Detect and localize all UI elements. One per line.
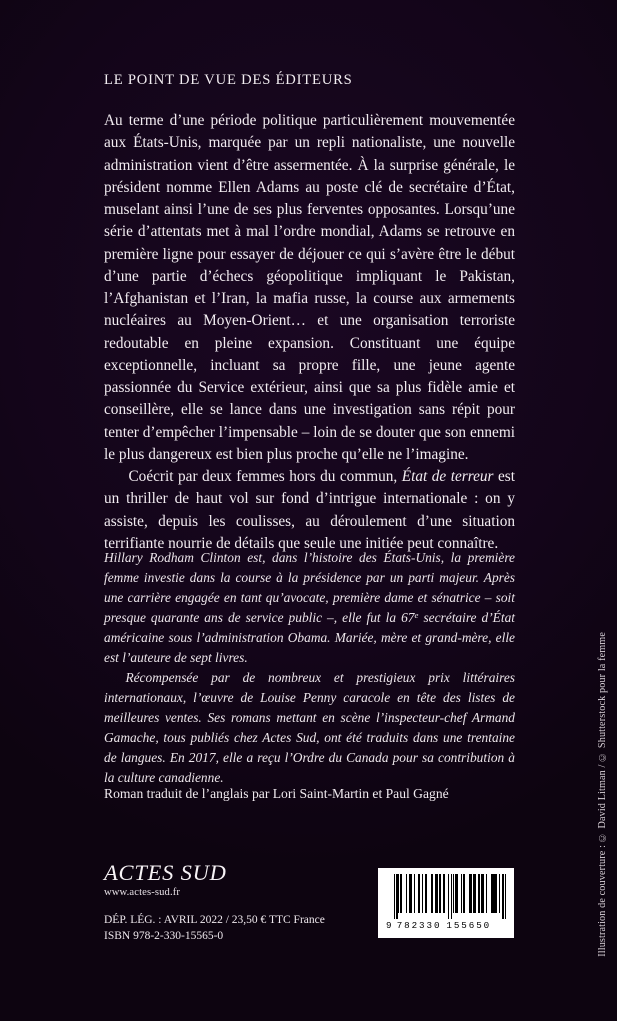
barcode-bars [394,874,506,919]
barcode-digits [386,920,506,931]
cover-illustration-credit: Illustration de couverture : © David Litman / © Shutterstock pour la femme [597,632,608,957]
biography-louise-penny: Récompensée par de nombreux et prestigieux prix littéraires internationaux, l’œuvre de Louise Penny caracole en tête des listes de meilleures ventes. Ses romans mettant en scène l’inspecteur-chef Armand Gamache, tous publiés chez Actes Sud, ont été traduits dans une trentaine de langues. En 2017, elle a reçu l’Ordre du Canada pour sa contribution à la culture canadienne. [104,669,515,785]
legal-info-block [104,912,325,945]
ordinal-suffix: e [414,609,419,620]
author-biographies [104,548,515,788]
clinton-bio-part-1: Hillary Rodham Clinton est, dans l’histoire des États-Unis, la première femme investie dans la course à la présidence par un parti majeur. Après une carrière engagée en tant qu’avocate, première dame et sénatrice – soit presque quarante ans de service public –, elle fut la 67 [104,550,515,625]
publisher-logo: ACTES SUD [104,860,227,885]
barcode [378,868,514,938]
barcode-group-2: 155650 [446,920,492,931]
legal-deposit-line: DÉP. LÉG. : AVRIL 2022 / 23,50 € TTC France [104,914,325,926]
isbn-line: ISBN 978-2-330-15565-0 [104,930,224,943]
translator-credit: Roman traduit de l’anglais par Lori Saint-Martin et Paul Gagné [104,786,449,801]
blurb-paragraph-1: Au terme d’une période politique particulièrement mouvementée aux États-Unis, marquée par un repli nationaliste, une nouvelle administration vient d’être assermentée. À la surprise générale, le président nomme Ellen Adams au poste clé de secrétaire d’État, muselant ainsi l’une de ses plus ferventes opposantes. Lorsqu’une série d’attentats met à mal l’ordre mondial, Adams se retrouve en première ligne pour essayer de déjouer ce qui s’avère être le début d’une partie d’échecs géopolitique impliquant le Pakistan, l’Afghanistan et l’Iran, la mafia russe, la course aux armements nucléaires au Moyen-Orient… et une organisation terroriste redoutable en pleine expansion. Constituant une équipe exceptionnelle, incluant sa propre fille, une jeune agente passionnée du Service extérieur, ainsi que sa plus fidèle amie et conseillère, elle se lance dans une investigation sans répit pour tenter d’empêcher l’impensable – loin de se douter que son ennemi le plus dangereux est bien plus proche qu’elle ne l’imagine. [104,112,515,463]
book-title-italic: État de terreur [401,468,494,485]
clinton-bio-part-2: secrétaire d’État américaine sous l’administration Obama. Mariée, mère et grand-mère, elle est l’auteure de sept livres. [104,609,515,665]
blurb-paragraph-2 [104,466,515,555]
publisher-block [104,862,227,898]
biography-hillary-clinton [104,548,515,668]
publisher-website[interactable]: www.actes-sud.fr [104,886,181,898]
editors-viewpoint-title: LE POINT DE VUE DES ÉDITEURS [104,72,353,88]
barcode-lead-digit: 9 [386,920,393,931]
blurb-text [104,110,515,555]
barcode-group-1: 782330 [396,920,442,931]
blurb-paragraph-2-lead: Coécrit par deux femmes hors du commun, [128,468,402,485]
blurb-paragraph-2-tail: est un thriller de haut vol sur fond d’intrigue internationale : on y assiste, depuis les coulisses, au déroulement d’une situation terrifiante nourrie de détails que seule une initiée peut connaître. [104,468,515,552]
